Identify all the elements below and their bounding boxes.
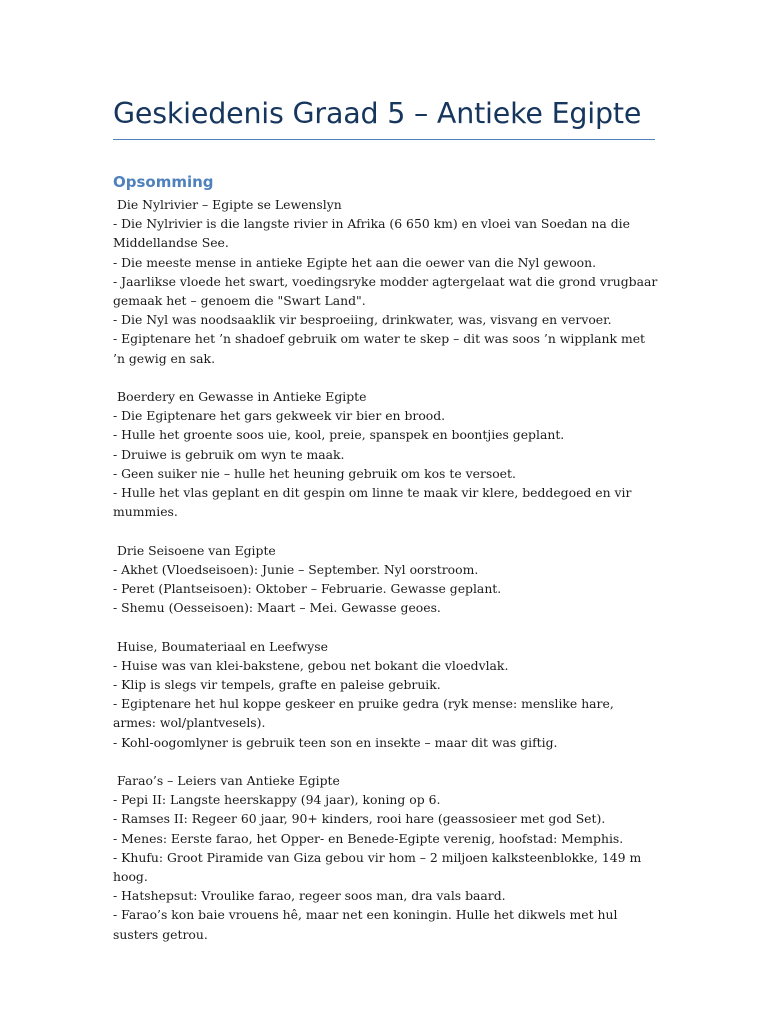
list-item: - Jaarlikse vloede het swart, voedingsryke modder agtergelaat wat die grond vrugbaar gemaak het – genoem die "Swart Land". — [113, 273, 658, 309]
section-title: Die Nylrivier – Egipte se Lewenslyn — [117, 197, 342, 212]
section-title: Boerdery en Gewasse in Antieke Egipte — [117, 389, 367, 405]
summary-body — [113, 195, 658, 963]
section-houses — [113, 637, 658, 752]
list-item: - Die meeste mense in antieke Egipte het aan die oewer van die Nyl gewoon. — [113, 254, 597, 270]
list-item: - Farao’s kon baie vrouens hê, maar net een koningin. Hulle het dikwels met hul susters getrou. — [113, 907, 618, 942]
section-seasons — [113, 541, 658, 618]
summary-heading: Opsomming — [113, 173, 214, 191]
list-item: - Shemu (Oesseisoen): Maart – Mei. Gewasse geoes. — [113, 600, 441, 616]
section-title: Drie Seisoene van Egipte — [117, 542, 276, 558]
section-pharaohs — [113, 771, 658, 944]
section-nile — [113, 195, 658, 368]
section-title: Farao’s – Leiers van Antieke Egipte — [117, 773, 340, 789]
section-farming — [113, 387, 658, 521]
list-item: - Die Egiptenare het gars gekweek vir bier en brood. — [113, 408, 446, 424]
list-item: - Peret (Plantseisoen): Oktober – Februarie. Gewasse geplant. — [113, 581, 502, 597]
list-item: - Ramses II: Regeer 60 jaar, 90+ kinders, rooi hare (geassosieer met god Set). — [113, 811, 606, 827]
list-item: - Akhet (Vloedseisoen): Junie – September. Nyl oorstroom. — [113, 561, 479, 577]
list-item: - Khufu: Groot Piramide van Giza gebou vir hom – 2 miljoen kalksteenblokke, 149 m hoog. — [113, 849, 642, 885]
list-item: - Druiwe is gebruik om wyn te maak. — [113, 446, 345, 462]
list-item: - Hulle het groente soos uie, kool, preie, spanspek en boontjies geplant. — [113, 427, 565, 443]
list-item: - Geen suiker nie – hulle het heuning gebruik om kos te versoet. — [113, 465, 516, 481]
list-item: - Hatshepsut: Vroulike farao, regeer soos man, dra vals baard. — [113, 888, 506, 904]
list-item: - Klip is slegs vir tempels, grafte en paleise gebruik. — [113, 677, 441, 693]
list-item: - Pepi II: Langste heerskappy (94 jaar), koning op 6. — [113, 792, 441, 808]
title-underline — [113, 139, 655, 140]
section-title: Huise, Boumateriaal en Leefwyse — [117, 638, 328, 654]
list-item: - Huise was van klei-bakstene, gebou net bokant die vloedvlak. — [113, 657, 509, 673]
list-item: - Die Nyl was noodsaaklik vir besproeiing, drinkwater, was, visvang en vervoer. — [113, 312, 612, 328]
document-title: Geskiedenis Graad 5 – Antieke Egipte — [113, 97, 642, 130]
list-item: - Menes: Eerste farao, het Opper- en Benede-Egipte verenig, hoofstad: Memphis. — [113, 830, 624, 846]
list-item: - Kohl-oogomlyner is gebruik teen son en insekte – maar dit was giftig. — [113, 734, 558, 750]
list-item: - Hulle het vlas geplant en dit gespin om linne te maak vir klere, beddegoed en vir mummies. — [113, 485, 632, 520]
list-item: - Die Nylrivier is die langste rivier in Afrika (6 650 km) en vloei van Soedan na die Middellandse See. — [113, 216, 630, 251]
list-item: - Egiptenare het ’n shadoef gebruik om water te skep – dit was soos ’n wipplank met ’n gewig en sak. — [113, 331, 646, 366]
list-item: - Egiptenare het hul koppe geskeer en pruike gedra (ryk mense: menslike hare, armes: wol/plantvesels). — [113, 696, 614, 731]
